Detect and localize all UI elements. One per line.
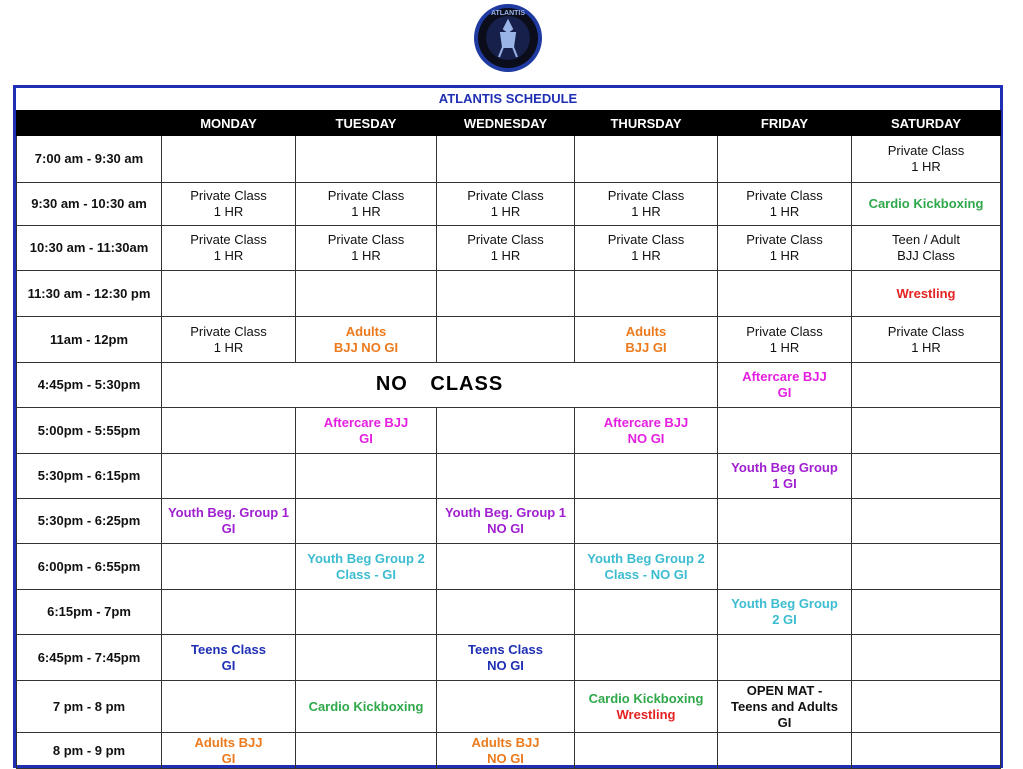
- class-cell: [852, 590, 1001, 635]
- class-cell: [437, 499, 575, 544]
- class-name: Private Class: [887, 143, 965, 158]
- class-detail: 1 HR: [911, 159, 941, 174]
- class-name: Private Class: [327, 188, 405, 203]
- class-cell: [437, 183, 575, 226]
- class-detail: 1 HR: [213, 204, 244, 219]
- class-cell: [718, 271, 852, 317]
- class-detail: GI: [221, 750, 236, 766]
- class-cell: [162, 183, 296, 226]
- class-name: Wrestling: [616, 706, 676, 722]
- class-name: Youth Beg. Group 1: [444, 505, 567, 520]
- class-cell: [437, 635, 575, 681]
- class-name: Aftercare BJJ: [742, 369, 827, 384]
- day-header: THURSDAY: [575, 111, 718, 136]
- class-cell: [162, 408, 296, 454]
- class-cell: [437, 454, 575, 499]
- class-detail: 1 HR: [490, 204, 521, 219]
- class-detail: NO GI: [487, 521, 524, 536]
- class-name: Private Class: [190, 232, 267, 247]
- table-row: [17, 681, 1001, 733]
- class-detail: 1 HR: [769, 248, 800, 263]
- day-header: WEDNESDAY: [437, 111, 575, 136]
- table-row: [17, 226, 1001, 271]
- class-detail: GI: [777, 385, 792, 400]
- class-detail: 1 HR: [769, 339, 800, 355]
- class-detail: 1 HR: [769, 204, 800, 219]
- class-detail: NO GI: [487, 750, 524, 766]
- class-name: Private Class: [190, 323, 267, 339]
- time-slot: 4:45pm - 5:30pm: [17, 363, 162, 408]
- class-detail: 1 HR: [213, 339, 244, 355]
- class-cell: [575, 590, 718, 635]
- table-row: [17, 136, 1001, 183]
- class-cell: [718, 733, 852, 769]
- class-name: Youth Beg Group: [731, 460, 838, 475]
- class-cell: [718, 681, 852, 733]
- class-detail: Class - NO GI: [604, 566, 688, 582]
- time-slot: 6:45pm - 7:45pm: [17, 635, 162, 681]
- class-cell: [162, 499, 296, 544]
- time-header: [17, 111, 162, 136]
- class-cell: [296, 635, 437, 681]
- class-detail: 1 GI: [772, 476, 797, 491]
- time-slot: 8 pm - 9 pm: [17, 733, 162, 769]
- day-header: TUESDAY: [296, 111, 437, 136]
- class-cell: [162, 454, 296, 499]
- class-name: Private Class: [746, 323, 823, 339]
- class-cell: [852, 635, 1001, 681]
- class-name: Teen / Adult: [892, 232, 960, 247]
- class-cell: [296, 590, 437, 635]
- class-cell: [718, 590, 852, 635]
- class-cell: [575, 136, 718, 183]
- class-cell: [437, 733, 575, 769]
- class-cell: [162, 271, 296, 317]
- class-name: Youth Beg Group: [731, 596, 838, 611]
- class-cell: [162, 317, 296, 363]
- class-name: Private Class: [467, 188, 544, 203]
- class-detail: 1 HR: [351, 204, 381, 219]
- schedule-table: [16, 110, 1001, 769]
- schedule-frame: [13, 85, 1003, 768]
- class-cell: [296, 136, 437, 183]
- class-cell: [718, 544, 852, 590]
- class-cell: [162, 681, 296, 733]
- class-cell: [296, 499, 437, 544]
- time-slot: 7:00 am - 9:30 am: [17, 136, 162, 183]
- class-cell: [575, 499, 718, 544]
- class-cell: [852, 681, 1001, 733]
- no-class-label: NO CLASS: [375, 373, 504, 395]
- class-cell: [162, 136, 296, 183]
- class-cell: [718, 499, 852, 544]
- class-name: Private Class: [746, 232, 823, 247]
- class-cell: [575, 544, 718, 590]
- class-name: Adults BJJ: [471, 734, 540, 750]
- class-detail: GI: [221, 521, 236, 536]
- class-cell: [852, 317, 1001, 363]
- table-row: [17, 271, 1001, 317]
- class-name: OPEN MAT -: [746, 682, 823, 698]
- class-name: Private Class: [327, 232, 405, 247]
- class-name: Cardio Kickboxing: [868, 196, 984, 211]
- class-name: Youth Beg Group 2: [307, 550, 425, 566]
- class-name: Wrestling: [896, 285, 956, 301]
- time-slot: 11am - 12pm: [17, 317, 162, 363]
- time-slot: 6:00pm - 6:55pm: [17, 544, 162, 590]
- class-cell: [162, 733, 296, 769]
- class-cell: [437, 590, 575, 635]
- class-detail: 1 HR: [631, 248, 661, 263]
- class-name: Adults: [345, 323, 387, 339]
- class-cell: [296, 733, 437, 769]
- schedule-title: ATLANTIS SCHEDULE: [438, 91, 578, 106]
- time-slot: 5:00pm - 5:55pm: [17, 408, 162, 454]
- class-cell: [852, 454, 1001, 499]
- table-row: [17, 317, 1001, 363]
- class-cell: [437, 271, 575, 317]
- class-detail: 1 HR: [631, 204, 661, 219]
- time-slot: 5:30pm - 6:15pm: [17, 454, 162, 499]
- class-detail: 1 HR: [351, 248, 381, 263]
- class-cell: [852, 183, 1001, 226]
- class-cell: [852, 271, 1001, 317]
- class-detail: GI: [221, 657, 236, 673]
- time-slot: 5:30pm - 6:25pm: [17, 499, 162, 544]
- day-header: SATURDAY: [852, 111, 1001, 136]
- class-cell: [575, 681, 718, 733]
- class-name: Private Class: [607, 188, 685, 203]
- class-name: Teens Class: [468, 641, 543, 657]
- class-detail: NO GI: [487, 657, 524, 673]
- class-cell: [718, 226, 852, 271]
- day-header: FRIDAY: [718, 111, 852, 136]
- class-detail: GI: [359, 430, 373, 446]
- class-cell: [437, 317, 575, 363]
- table-row: [17, 590, 1001, 635]
- class-cell: [852, 363, 1001, 408]
- class-name: Youth Beg Group 2: [587, 550, 705, 566]
- table-row: [17, 363, 1001, 408]
- class-cell: [718, 454, 852, 499]
- class-cell: [575, 454, 718, 499]
- class-cell: [575, 183, 718, 226]
- table-row: [17, 183, 1001, 226]
- class-cell: [296, 183, 437, 226]
- class-cell: [296, 317, 437, 363]
- class-name: Adults: [625, 323, 667, 339]
- time-slot: 11:30 am - 12:30 pm: [17, 271, 162, 317]
- class-detail: Teens and Adults: [731, 698, 838, 714]
- class-name: Private Class: [467, 232, 544, 247]
- class-cell: [852, 136, 1001, 183]
- class-cell: [852, 226, 1001, 271]
- class-name: Private Class: [887, 323, 965, 339]
- table-row: [17, 635, 1001, 681]
- class-cell: [437, 226, 575, 271]
- class-name: Cardio Kickboxing: [588, 690, 704, 706]
- atlantis-logo: [473, 3, 543, 73]
- class-cell: [575, 271, 718, 317]
- svg-text:ATLANTIS: ATLANTIS: [490, 10, 526, 17]
- class-cell: [852, 408, 1001, 454]
- table-row: [17, 544, 1001, 590]
- class-cell: [718, 635, 852, 681]
- class-cell: [296, 454, 437, 499]
- class-cell: [718, 408, 852, 454]
- class-name: Teens Class: [191, 641, 266, 657]
- class-detail: 2 GI: [772, 612, 797, 627]
- class-detail: BJJ GI: [625, 339, 667, 355]
- class-name: Private Class: [746, 188, 823, 203]
- class-detail: 1 HR: [490, 248, 521, 263]
- class-name: Adults BJJ: [194, 734, 263, 750]
- class-detail: BJJ Class: [897, 248, 955, 263]
- class-cell: [575, 226, 718, 271]
- table-row: [17, 408, 1001, 454]
- class-name: Aftercare BJJ: [323, 414, 409, 430]
- class-cell: [575, 317, 718, 363]
- class-name: Cardio Kickboxing: [308, 698, 424, 714]
- class-cell: [575, 408, 718, 454]
- class-cell: [437, 544, 575, 590]
- class-cell: [852, 544, 1001, 590]
- class-cell: [852, 733, 1001, 769]
- table-row: [17, 499, 1001, 544]
- table-row: [17, 454, 1001, 499]
- time-slot: 9:30 am - 10:30 am: [17, 183, 162, 226]
- time-slot: 10:30 am - 11:30am: [17, 226, 162, 271]
- class-cell: [437, 681, 575, 733]
- class-detail: GI: [777, 714, 792, 730]
- class-cell: [296, 681, 437, 733]
- class-cell: [575, 733, 718, 769]
- class-cell: [852, 499, 1001, 544]
- class-cell: [575, 635, 718, 681]
- class-name: Youth Beg. Group 1: [167, 505, 290, 520]
- class-cell: [718, 136, 852, 183]
- table-row: [17, 733, 1001, 769]
- class-cell: [296, 271, 437, 317]
- time-slot: 6:15pm - 7pm: [17, 590, 162, 635]
- day-header-row: [17, 111, 1001, 136]
- class-cell: [162, 635, 296, 681]
- class-detail: BJJ NO GI: [333, 339, 399, 355]
- class-cell: [296, 226, 437, 271]
- class-name: Private Class: [607, 232, 685, 247]
- class-cell: [162, 590, 296, 635]
- class-detail: 1 HR: [911, 339, 941, 355]
- class-detail: NO GI: [627, 430, 665, 446]
- class-cell: [718, 363, 852, 408]
- class-cell: [437, 136, 575, 183]
- no-class-cell: [162, 363, 718, 408]
- class-cell: [718, 317, 852, 363]
- class-name: Aftercare BJJ: [603, 414, 689, 430]
- class-cell: [296, 408, 437, 454]
- class-cell: [718, 183, 852, 226]
- day-header: MONDAY: [162, 111, 296, 136]
- class-cell: [437, 408, 575, 454]
- class-detail: 1 HR: [213, 248, 244, 263]
- class-cell: [162, 544, 296, 590]
- class-detail: Class - GI: [336, 566, 396, 582]
- class-cell: [162, 226, 296, 271]
- time-slot: 7 pm - 8 pm: [17, 681, 162, 733]
- class-cell: [296, 544, 437, 590]
- class-name: Private Class: [190, 188, 267, 203]
